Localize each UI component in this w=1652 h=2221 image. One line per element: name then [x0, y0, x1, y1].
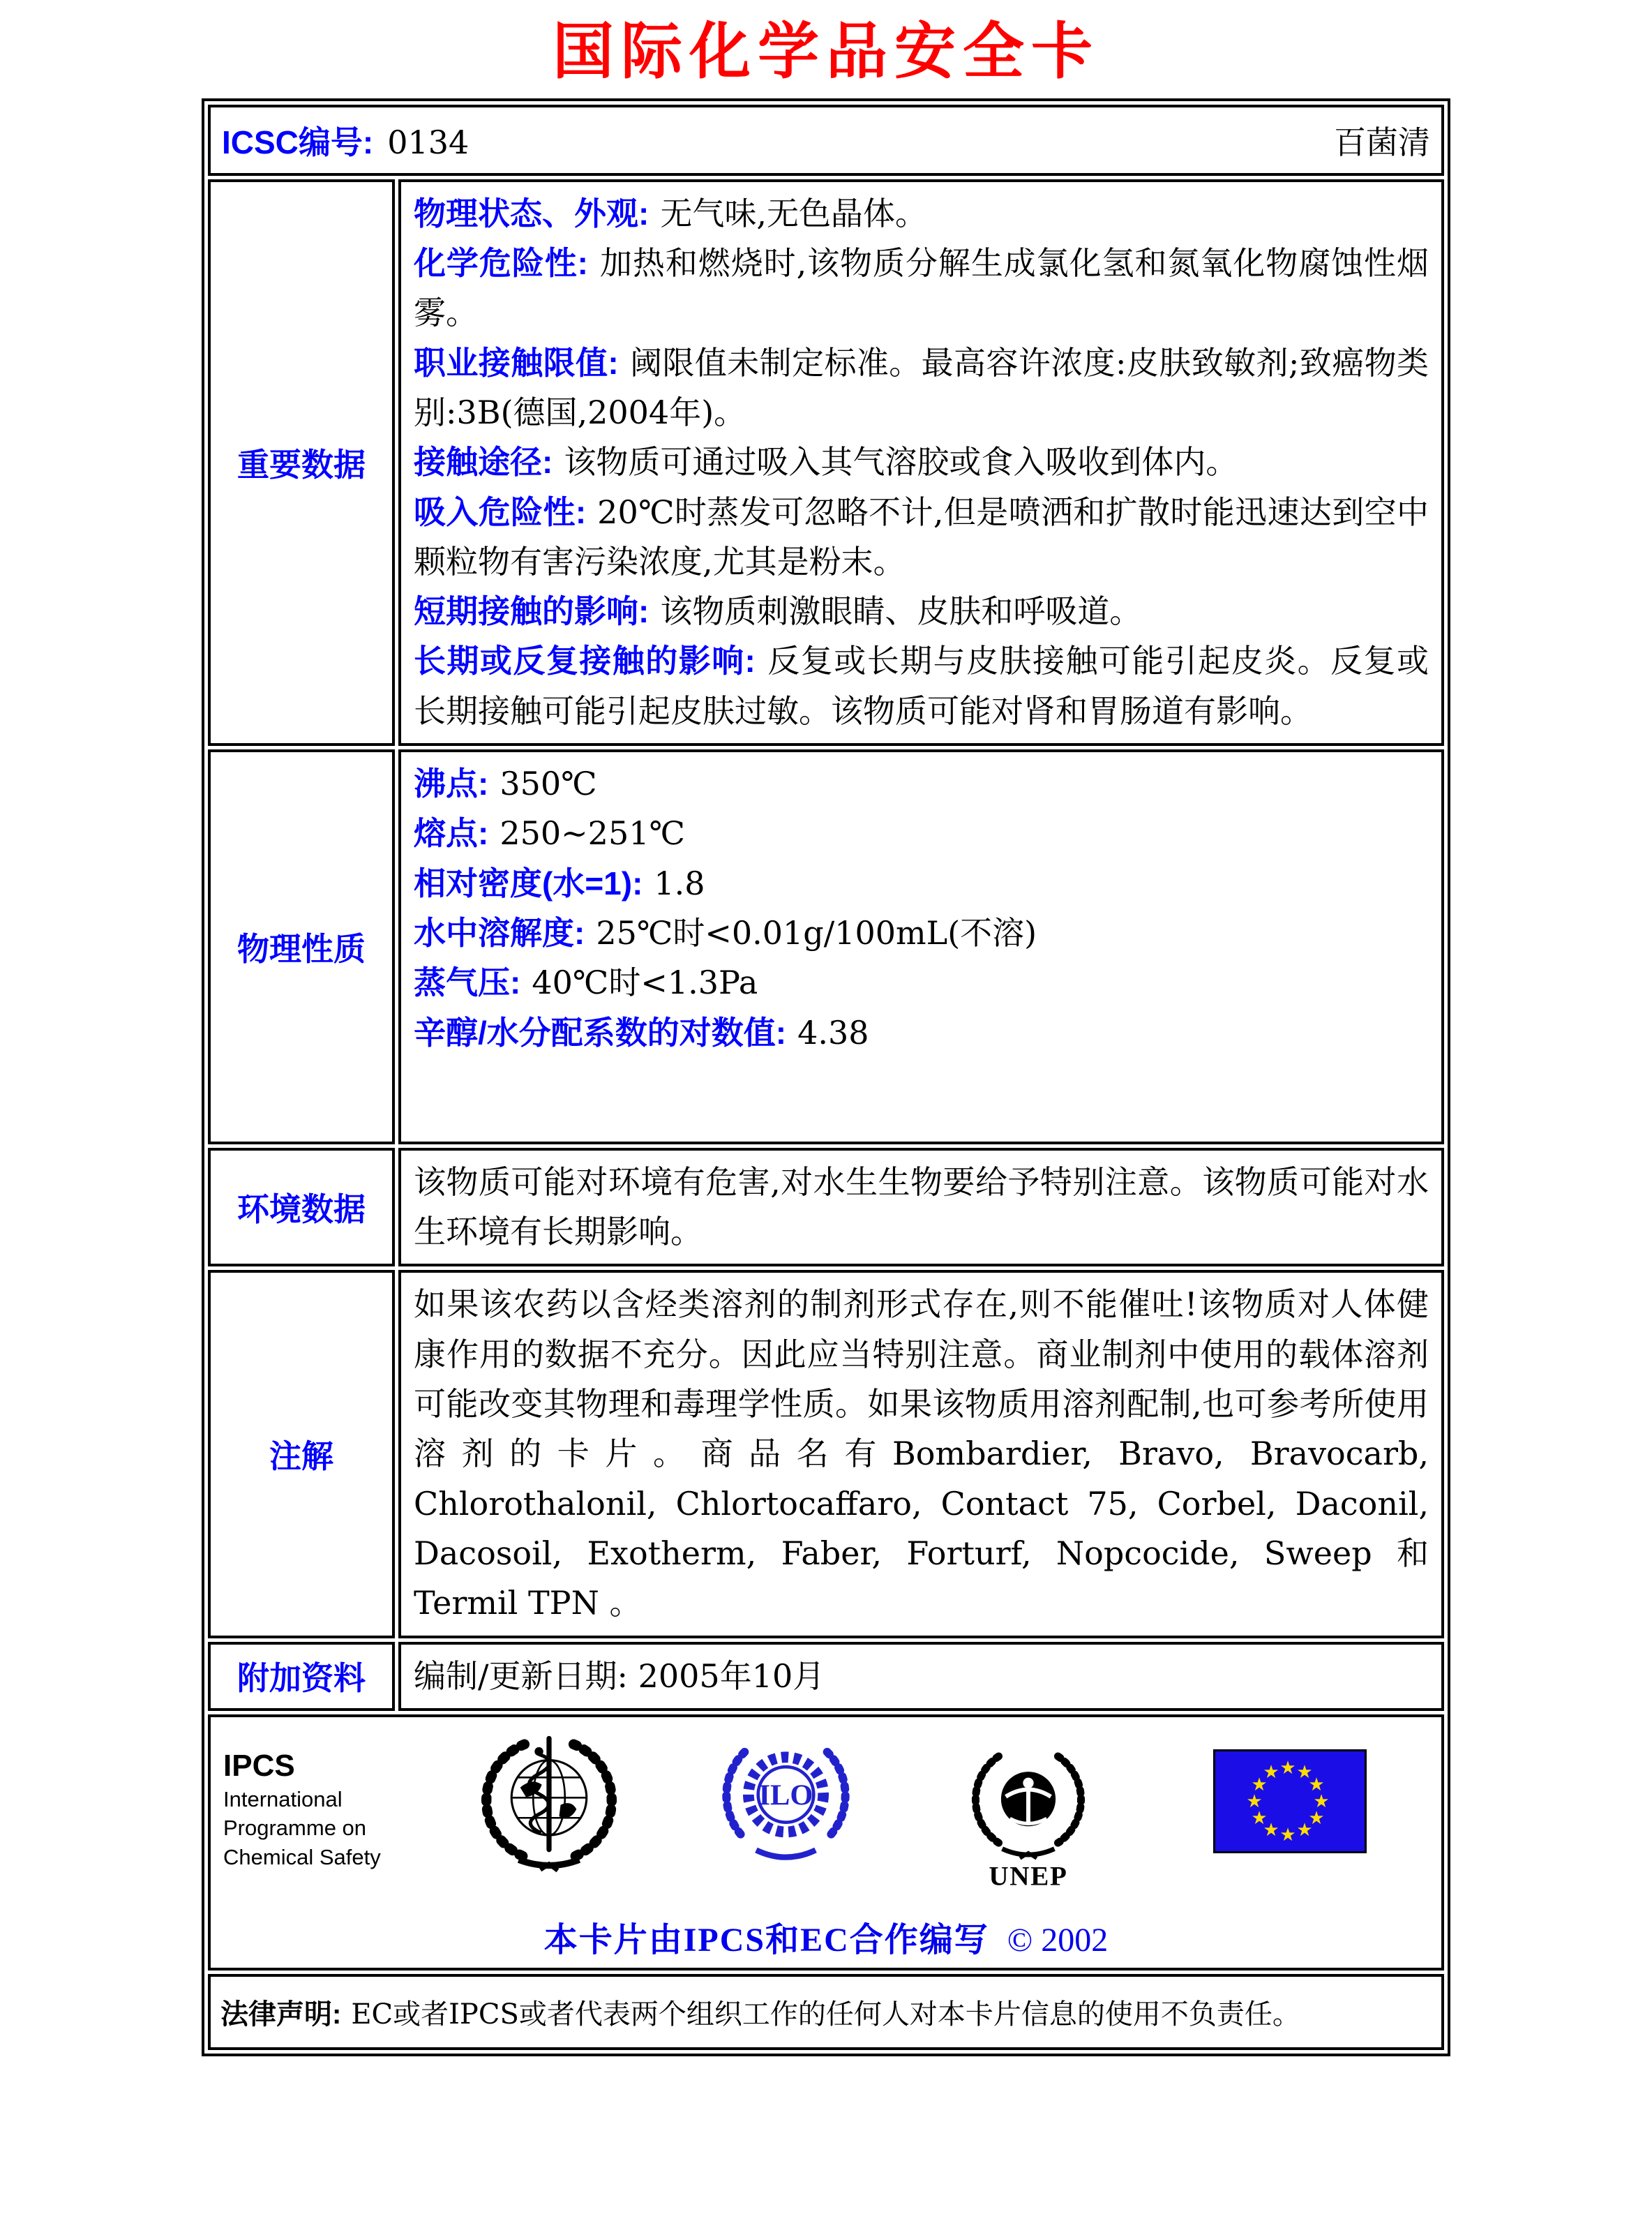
svg-text:★: ★: [1251, 1807, 1268, 1829]
svg-text:★: ★: [1296, 1819, 1313, 1841]
field-value: 该物质可通过吸入其气溶胶或食入吸收到体内。: [564, 443, 1238, 481]
svg-text:★: ★: [1263, 1761, 1279, 1783]
ilo-logo-text: ILO: [758, 1779, 813, 1812]
field-value: 阈限值未制定标准。最高容许浓度:皮肤致敏剂;致癌物类别:3B(德国,2004年)。: [414, 343, 1429, 431]
field-chemical-danger: [414, 239, 1429, 338]
field-value: 20℃时蒸发可忽略不计,但是喷洒和扩散时能迅速达到空中颗粒物有害污染浓度,尤其是粉末。: [414, 493, 1429, 581]
ilo-logo-icon: [721, 1728, 850, 1876]
field-value: 该物质刺激眼睛、皮肤和呼吸道。: [660, 592, 1142, 631]
field-label: 接触途径:: [414, 444, 553, 481]
logos-cell: [208, 1714, 1444, 1971]
field-relative-density: [414, 859, 1429, 908]
field-label: 沸点:: [414, 765, 489, 802]
icsc-number-label: ICSC编号:: [222, 124, 374, 160]
section-label-important-data: 重要数据: [208, 179, 395, 746]
ipcs-title: IPCS: [223, 1748, 295, 1783]
ipcs-line-2: Programme on: [223, 1816, 367, 1841]
copyright-text: © 2002: [1007, 1921, 1109, 1959]
icsc-number-value: 0134: [387, 123, 470, 161]
field-label: 熔点:: [414, 815, 489, 852]
section-label-notes: 注解: [208, 1270, 395, 1638]
field-boiling-point: [414, 759, 1429, 809]
credit-text: 本卡片由IPCS和EC合作编写: [543, 1921, 989, 1959]
field-label: 吸入危险性:: [414, 493, 587, 530]
field-label: 化学危险性:: [414, 245, 589, 282]
svg-text:★: ★: [1308, 1807, 1325, 1829]
update-date-label: 编制/更新日期:: [414, 1657, 628, 1695]
unep-logo-icon: [969, 1728, 1088, 1903]
legal-text: EC或者IPCS或者代表两个组织工作的任何人对本卡片信息的使用不负责任。: [351, 1998, 1300, 2031]
field-value: 反复或长期与皮肤接触可能引起皮炎。反复或长期接触可能引起皮肤过敏。该物质可能对肾和胃肠道有影响。: [414, 642, 1429, 730]
field-inhalation-risk: [414, 488, 1429, 588]
notes-row: [208, 1270, 1444, 1638]
field-label: 长期或反复接触的影响:: [414, 643, 756, 680]
field-value: 无气味,无色晶体。: [660, 194, 927, 232]
field-water-solubility: [414, 908, 1429, 958]
important-data-row: [208, 179, 1444, 746]
notes-text: 如果该农药以含烃类溶剂的制剂形式存在,则不能催吐!该物质对人体健康作用的数据不充分。因此应当特别注意。商业制剂中使用的载体溶剂可能改变其物理和毒理学性质。如果该物质用溶剂配制,也可参考所使用溶剂的卡片。商品名有Bombardier, Bravo, Bravocarb, Chlorothalonil, Chlortocaffaro, Contact 75, Corbel, Daconil, Dacosoil, Exotherm, Faber, Forturf, Nopcocide, Sweep 和 Termil TPN 。: [414, 1285, 1429, 1622]
physical-properties-content: [398, 749, 1444, 1144]
field-value: 4.38: [797, 1013, 869, 1052]
icsc-card: [202, 98, 1450, 2056]
svg-text:★: ★: [1263, 1819, 1279, 1841]
field-occupational-limit: [414, 338, 1429, 438]
field-label: 水中溶解度:: [414, 914, 585, 951]
header-row: [208, 105, 1444, 176]
field-physical-state: [414, 189, 1429, 239]
logos-row: [208, 1714, 1444, 1971]
field-update-date: [414, 1652, 1429, 1701]
field-exposure-routes: [414, 438, 1429, 487]
field-long-term-effects: [414, 636, 1429, 736]
notes-content: [398, 1270, 1444, 1638]
ipcs-text-block: [218, 1728, 426, 1872]
ipcs-line-3: Chemical Safety: [223, 1845, 381, 1870]
field-label: 短期接触的影响:: [414, 593, 649, 630]
field-label: 蒸气压:: [414, 964, 521, 1001]
legal-row: [208, 1974, 1444, 2050]
svg-text:★: ★: [1308, 1774, 1325, 1795]
field-melting-point: [414, 809, 1429, 858]
ipcs-line-1: International: [223, 1786, 343, 1811]
legal-label: 法律声明:: [220, 1998, 342, 2030]
field-vapor-pressure: [414, 958, 1429, 1008]
svg-text:★: ★: [1279, 1757, 1296, 1779]
who-logo-icon: [469, 1728, 629, 1876]
icsc-number-group: [222, 117, 469, 163]
field-value: 250~251℃: [500, 814, 685, 853]
field-value: 1.8: [654, 864, 705, 902]
environmental-text: 该物质可能对环境有危害,对水生生物要给予特别注意。该物质可能对水生环境有长期影响。: [414, 1162, 1429, 1251]
unep-logo-text: UNEP: [989, 1861, 1068, 1892]
svg-text:★: ★: [1246, 1790, 1263, 1812]
environmental-data-row: [208, 1148, 1444, 1267]
section-label-additional-info: 附加资料: [208, 1642, 395, 1711]
header-cell: [208, 105, 1444, 176]
update-date-value: 2005年10月: [638, 1657, 825, 1695]
svg-text:★: ★: [1296, 1761, 1313, 1783]
field-label: 相对密度(水=1):: [414, 865, 643, 902]
physical-properties-row: [208, 749, 1444, 1144]
chemical-name: 百菌清: [1334, 123, 1430, 161]
credit-line: [218, 1913, 1434, 1961]
field-value: 25℃时<0.01g/100mL(不溶): [596, 913, 1037, 952]
important-data-content: [398, 179, 1444, 746]
svg-text:★: ★: [1279, 1824, 1296, 1846]
svg-text:★: ★: [1313, 1790, 1330, 1812]
svg-text:★: ★: [1251, 1774, 1268, 1795]
eu-flag-icon: [1213, 1749, 1367, 1853]
field-label: 职业接触限值:: [414, 344, 619, 381]
environmental-data-content: [398, 1148, 1444, 1267]
section-label-environmental-data: 环境数据: [208, 1148, 395, 1267]
field-value: 40℃时<1.3Pa: [532, 964, 758, 1002]
section-label-physical-properties: 物理性质: [208, 749, 395, 1144]
field-label: 物理状态、外观:: [414, 195, 649, 232]
legal-cell: [208, 1974, 1444, 2050]
additional-info-row: [208, 1642, 1444, 1711]
page-title: 国际化学品安全卡: [552, 19, 1099, 87]
field-label: 辛醇/水分配系数的对数值:: [414, 1014, 787, 1051]
field-value: 350℃: [500, 765, 597, 803]
field-octanol-water-coefficient: [414, 1008, 1429, 1058]
field-short-term-effects: [414, 587, 1429, 636]
field-value: 加热和燃烧时,该物质分解生成氯化氢和氮氧化物腐蚀性烟雾。: [414, 244, 1429, 332]
additional-info-content: [398, 1642, 1444, 1711]
